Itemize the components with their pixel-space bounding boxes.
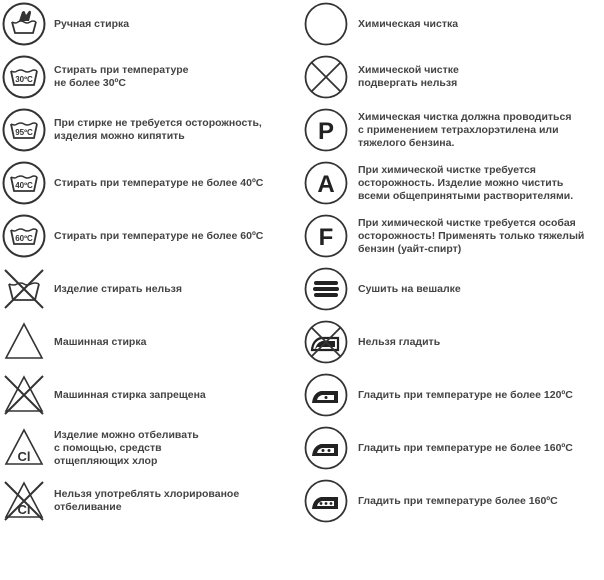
care-label: Нельзя употреблять хлорированое отбеливание [54, 488, 240, 513]
bleach-chlorine-icon [2, 426, 46, 470]
hang-dry-icon [304, 267, 348, 311]
no-dry-clean-icon [304, 55, 348, 99]
dry-clean-icon [304, 2, 348, 46]
solvent-letter: A [317, 171, 335, 198]
care-label: При стирке не требуется осторожность, изделия можно кипятить [54, 117, 262, 142]
no-iron-icon [304, 320, 348, 364]
care-label: Сушить на вешалке [358, 282, 461, 295]
machine-wash-icon [2, 320, 46, 364]
care-label: Нельзя гладить [358, 335, 441, 348]
temperature-mark: 40ºC [15, 181, 33, 190]
care-label: Химической чистке подвергать нельзя [358, 64, 459, 89]
temperature-mark: 60ºC [15, 234, 33, 243]
solvent-letter: F [318, 224, 334, 251]
care-label: Стирать при температуре не более 40ºС [54, 176, 264, 189]
chlorine-mark: Cl [17, 449, 31, 464]
care-label: Изделие стирать нельзя [54, 282, 183, 295]
hand-wash-icon [2, 2, 46, 46]
care-label: При химической чистке требуется особая осторожность! Применять только тяжелый бензин (уайт-спирт) [358, 216, 585, 255]
dry-clean-f-icon [304, 214, 348, 258]
care-label: Гладить при температуре более 160ºС [358, 494, 558, 507]
care-label: Гладить при температуре не более 120ºС [358, 388, 573, 401]
care-label: Ручная стирка [54, 17, 130, 30]
care-label: Стирать при температуре не более 60ºС [54, 229, 264, 242]
care-label: Машинная стирка [54, 335, 147, 348]
dry-clean-a-icon [304, 161, 348, 205]
care-label: При химической чистке требуется осторожность. Изделие можно чистить всеми общепринятыми растворителями. [358, 163, 574, 202]
iron-medium-icon [304, 426, 348, 470]
care-label: Машинная стирка запрещена [54, 388, 206, 401]
wash-60-icon [2, 214, 46, 258]
care-label: Химическая чистка [358, 17, 459, 30]
no-machine-wash-icon [2, 373, 46, 417]
care-label: Изделие можно отбеливать с помощью, средств отщепляющих хлор [54, 428, 199, 467]
iron-high-icon [304, 479, 348, 523]
no-chlorine-bleach-icon [2, 479, 46, 523]
dry-clean-p-icon [304, 108, 348, 152]
care-label: Стирать при температуре не более 30ºС [54, 64, 189, 89]
temperature-mark: 30ºC [15, 75, 33, 84]
care-label: Химическая чистка должна проводиться с применением тетрахлорэтилена или тяжелого бензина. [358, 110, 572, 149]
wash-40-icon [2, 161, 46, 205]
chlorine-mark: Cl [17, 502, 31, 517]
no-wash-icon [2, 267, 46, 311]
solvent-letter: P [317, 118, 335, 145]
wash-30-icon [2, 55, 46, 99]
care-label: Гладить при температуре не более 160ºС [358, 441, 573, 454]
iron-low-icon [304, 373, 348, 417]
temperature-mark: 95ºC [15, 128, 33, 137]
wash-95-icon [2, 108, 46, 152]
